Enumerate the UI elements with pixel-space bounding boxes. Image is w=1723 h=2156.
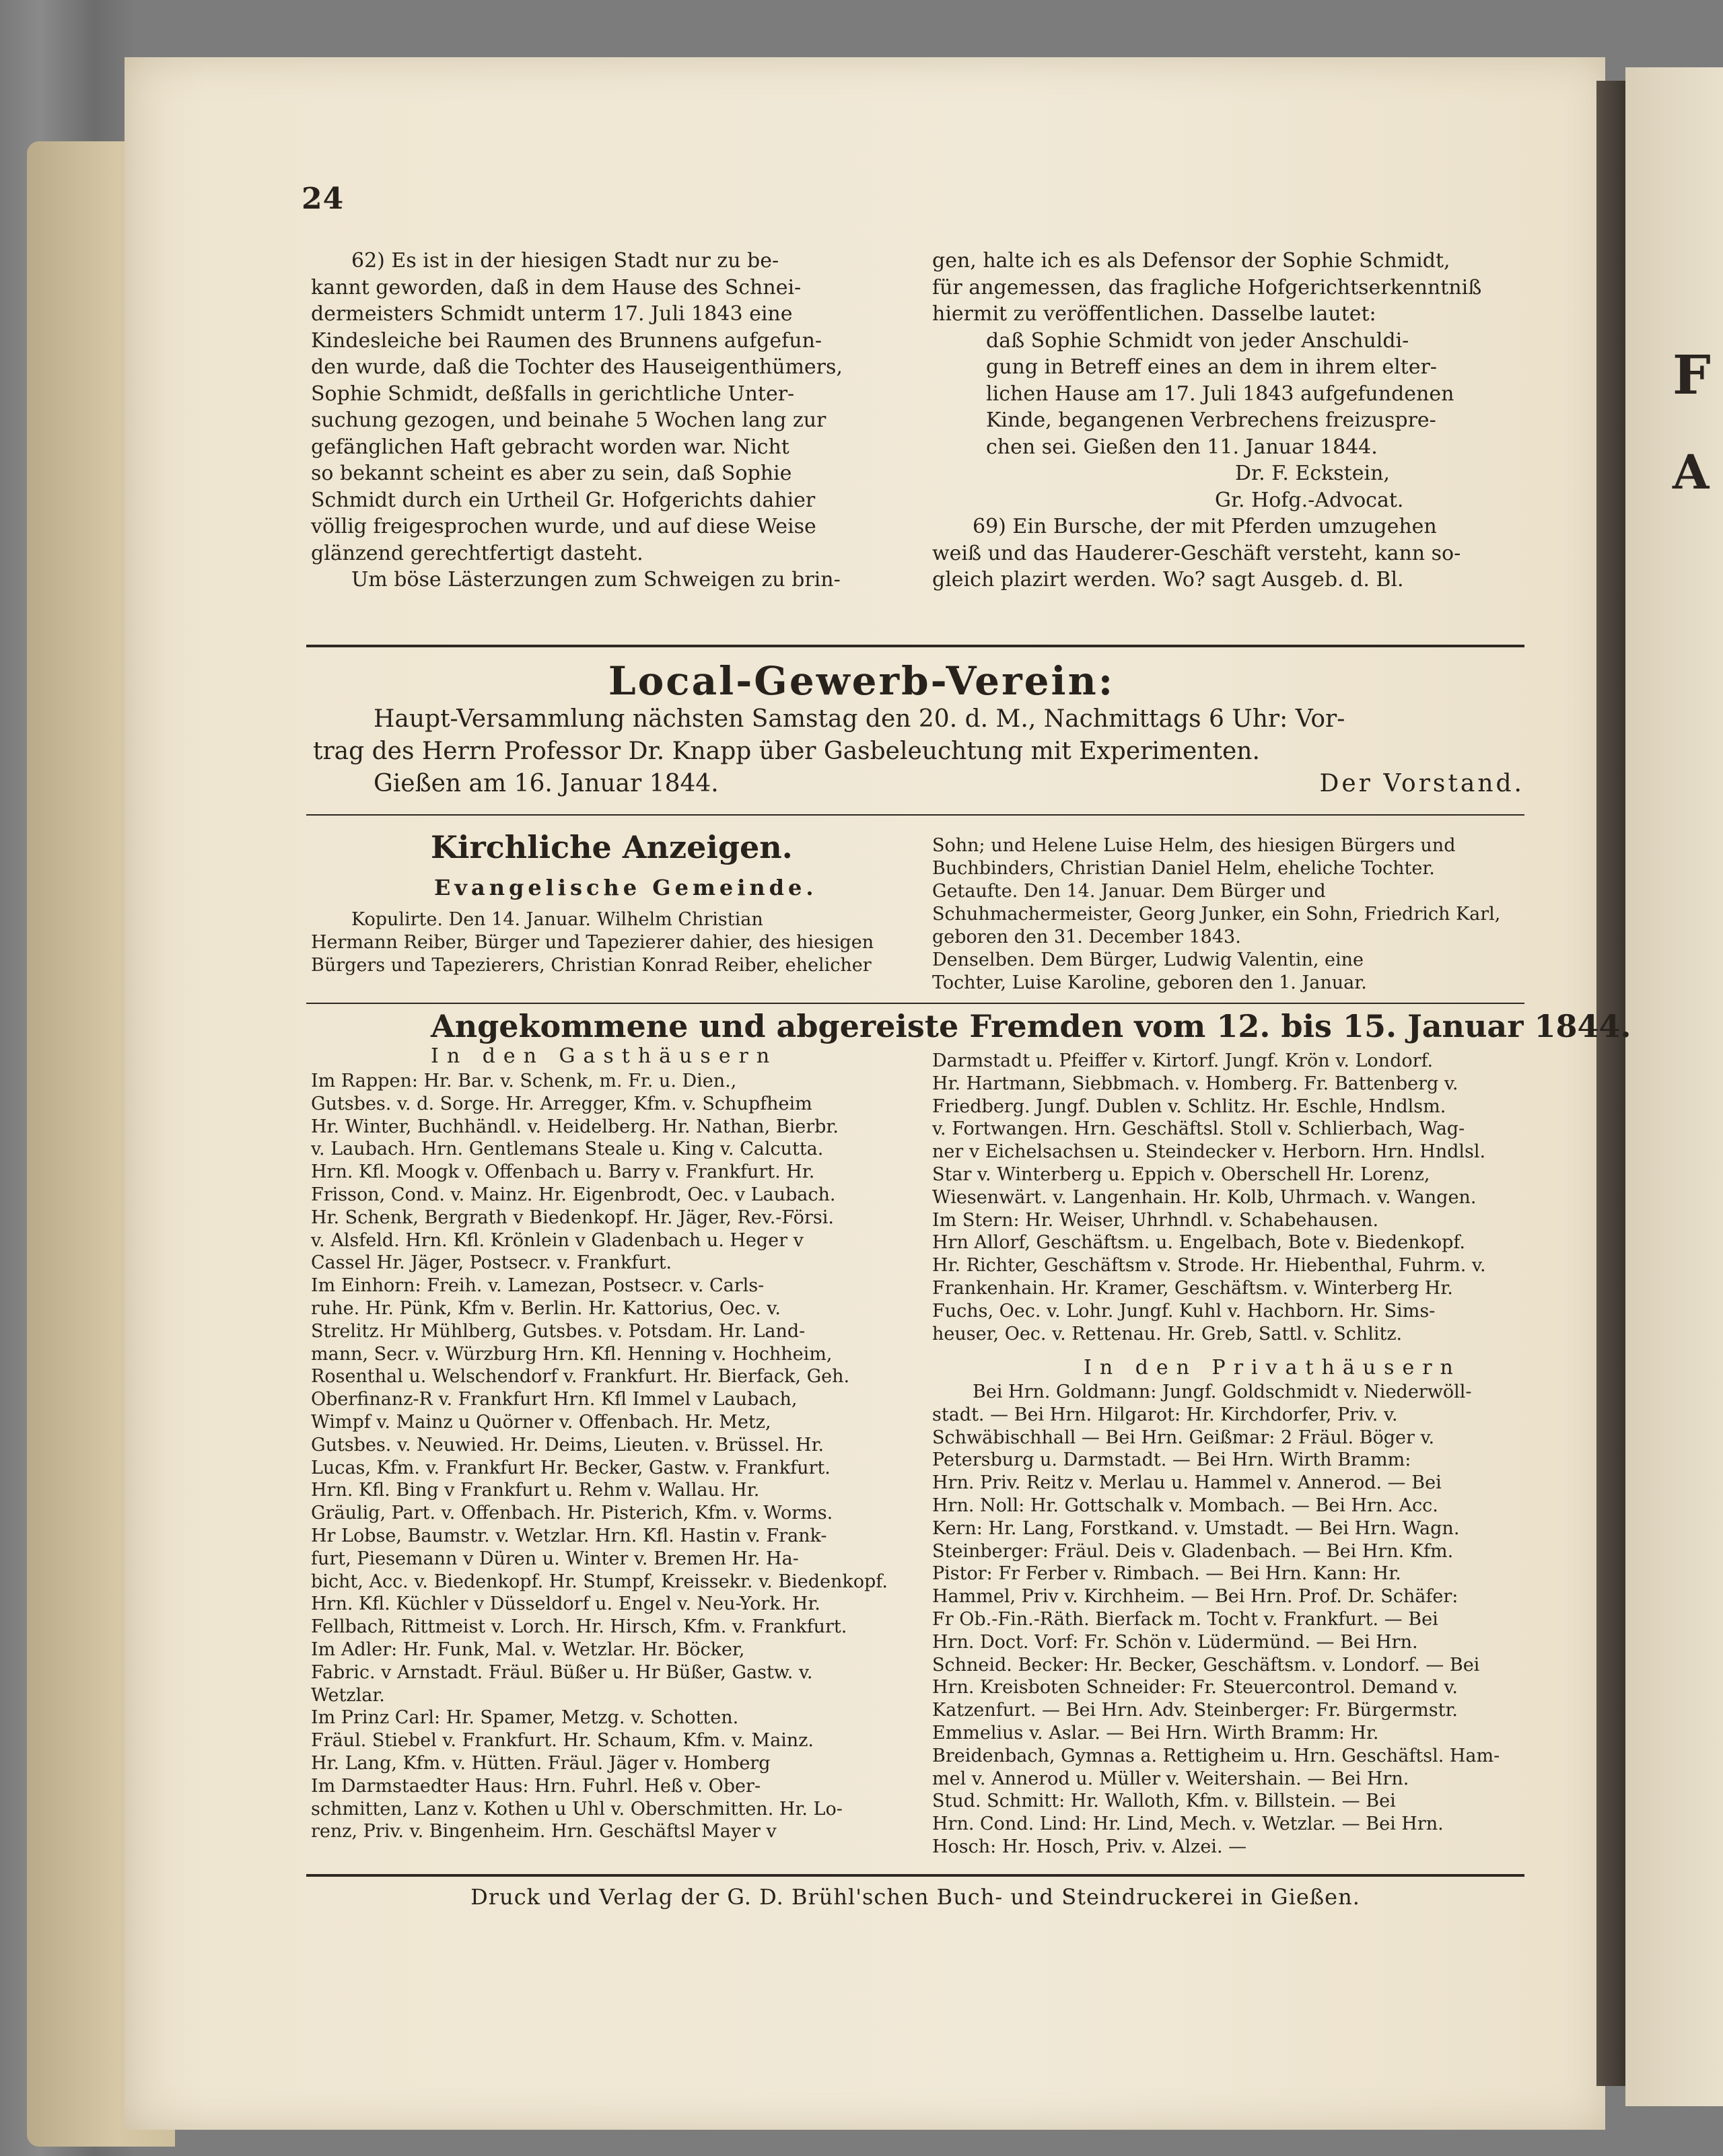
fremden-left-line: Fabric. v Arnstadt. Fräul. Büßer u. Hr Büßer, Gastw. v. (311, 1661, 813, 1683)
fremden-left-line: Im Prinz Carl: Hr. Spamer, Metzg. v. Schotten. (311, 1707, 739, 1729)
kirchliche-right-line: Tochter, Luise Karoline, geboren den 1. Januar. (932, 972, 1367, 993)
fremden-left-line: ruhe. Hr. Pünk, Kfm v. Berlin. Hr. Kattorius, Oec. v. (311, 1297, 781, 1319)
kirchliche-left-line: Bürgers und Tapezierers, Christian Konrad Reiber, ehelicher (311, 955, 872, 976)
fremden-private-line: Schwäbischhall — Bei Hrn. Geißmar: 2 Fräul. Böger v. (932, 1427, 1435, 1448)
divider (306, 814, 1524, 816)
gasthaeuser-heading: In den Gasthäusern (431, 1044, 778, 1068)
fremden-private-line: Breidenbach, Gymnas a. Rettigheim u. Hrn. Geschäftsl. Ham- (932, 1745, 1500, 1766)
notice-62-continued-line: gen, halte ich es als Defensor der Sophie Schmidt, (932, 249, 1450, 273)
fremden-private-line: Hammel, Priv v. Kirchheim. — Bei Hrn. Prof. Dr. Schäfer: (932, 1586, 1458, 1608)
fremden-left-line: schmitten, Lanz v. Kothen u Uhl v. Oberschmitten. Hr. Lo- (311, 1798, 843, 1820)
kirchliche-right-line: Denselben. Dem Bürger, Ludwig Valentin, eine (932, 949, 1364, 970)
fremden-left-line: Strelitz. Hr Mühlberg, Gutsbes. v. Potsdam. Hr. Land- (311, 1320, 806, 1342)
fremden-private-line: Hrn. Doct. Vorf: Fr. Schön v. Lüdermünd. — Bei Hrn. (932, 1631, 1418, 1653)
fremden-left-line: Cassel Hr. Jäger, Postsecr. v. Frankfurt. (311, 1252, 672, 1274)
fremden-left-line: Rosenthal u. Welschendorf v. Frankfurt. Hr. Bierfack, Geh. (311, 1366, 850, 1388)
next-page-edge (1625, 67, 1723, 2106)
fremden-right-line: Star v. Winterberg u. Eppich v. Oberschell Hr. Lorenz, (932, 1163, 1430, 1185)
notice-62-line: dermeisters Schmidt unterm 17. Juli 1843 eine (311, 302, 793, 326)
fremden-private-line: Hrn. Priv. Reitz v. Merlau u. Hammel v. Annerod. — Bei (932, 1472, 1442, 1494)
kirchliche-subtitle: Evangelische Gemeinde. (434, 875, 818, 900)
notice-62-line: Sophie Schmidt, deßfalls in gerichtliche Unter- (311, 382, 795, 406)
kirchliche-right-column (932, 834, 1524, 995)
fremden-private-line: stadt. — Bei Hrn. Hilgarot: Hr. Kirchdorfer, Priv. v. (932, 1404, 1398, 1425)
gewerb-title: Local-Gewerb-Verein: (608, 658, 1115, 704)
kirchliche-left-line: Hermann Reiber, Bürger und Tapezierer dahier, des hiesigen (311, 932, 874, 953)
notice-62-line: gefänglichen Haft gebracht worden war. Nicht (311, 435, 789, 459)
gewerb-announcement (313, 703, 1524, 800)
fremden-private-line: Hrn. Cond. Lind: Hr. Lind, Mech. v. Wetzlar. — Bei Hrn. (932, 1813, 1444, 1835)
privathaeuser-heading: In den Privathäusern (1084, 1356, 1461, 1379)
fremden-left-line: Wetzlar. (311, 1684, 385, 1706)
fremden-left-line: Lucas, Kfm. v. Frankfurt Hr. Becker, Gastw. v. Frankfurt. (311, 1457, 831, 1478)
verdict-line: daß Sophie Schmidt von jeder Anschuldi- (986, 328, 1409, 353)
fremden-left-line: v. Laubach. Hrn. Gentlemans Steale u. King v. Calcutta. (311, 1139, 824, 1160)
signature-line: Dr. F. Eckstein, (1235, 462, 1390, 485)
gewerb-line-2: trag des Herrn Professor Dr. Knapp über Gasbeleuchtung mit Experimenten. (313, 738, 1260, 765)
fremden-private-line: Stud. Schmitt: Hr. Walloth, Kfm. v. Billstein. — Bei (932, 1791, 1396, 1812)
notice-62-line: suchung gezogen, und beinahe 5 Wochen lang zur (311, 408, 827, 432)
fremden-right-line: Frankenhain. Hr. Kramer, Geschäftsm. v. Winterberg Hr. (932, 1277, 1453, 1299)
notice-69-line: gleich plazirt werden. Wo? sagt Ausgeb. d. Bl. (932, 568, 1404, 591)
gewerb-line-1: Haupt-Versammlung nächsten Samstag den 20. d. M., Nachmittags 6 Uhr: Vor- (374, 705, 1345, 733)
fremden-left-line: Fellbach, Rittmeist v. Lorch. Hr. Hirsch, Kfm. v. Frankfurt. (311, 1616, 847, 1638)
fremden-right-line: Im Stern: Hr. Weiser, Uhrhndl. v. Schabehausen. (932, 1209, 1379, 1231)
fremden-left-line: bicht, Acc. v. Biedenkopf. Hr. Stumpf, Kreissekr. v. Biedenkopf. (311, 1571, 888, 1592)
fremden-private-line: Bei Hrn. Goldmann: Jungf. Goldschmidt v. Niederwöll- (973, 1381, 1472, 1402)
fremden-left-line: furt, Piesemann v Düren u. Winter v. Bremen Hr. Ha- (311, 1548, 799, 1569)
fremden-right-line: Darmstadt u. Pfeiffer v. Kirtorf. Jungf. Krön v. Londorf. (932, 1050, 1434, 1071)
kirchliche-right-line: Schuhmachermeister, Georg Junker, ein Sohn, Friedrich Karl, (932, 904, 1501, 925)
fremden-left-line: Im Darmstaedter Haus: Hrn. Fuhrl. Heß v. Ober- (311, 1775, 761, 1797)
notice-62-line: kannt geworden, daß in dem Hause des Schnei- (311, 275, 802, 299)
notice-62-column (311, 248, 903, 594)
notice-62-continued-line: für angemessen, das fragliche Hofgerichtserkenntniß (932, 275, 1482, 299)
gewerb-signed: Der Vorstand. (1319, 770, 1524, 797)
fremden-left-line: Hrn. Kfl. Bing v Frankfurt u. Rehm v. Wallau. Hr. (311, 1480, 760, 1501)
notice-69-line: weiß und das Hauderer-Geschäft versteht, kann so- (932, 541, 1461, 565)
fremden-left-line: Hrn. Kfl. Moogk v. Offenbach u. Barry v. Frankfurt. Hr. (311, 1161, 815, 1183)
fremden-left-line: Hrn. Kfl. Küchler v Düsseldorf u. Engel v. Neu-York. Hr. (311, 1593, 820, 1615)
printer-imprint: Druck und Verlag der G. D. Brühl'schen Buch- und Steindruckerei in Gießen. (470, 1884, 1360, 1910)
fremden-left-line: Hr Lobse, Baumstr. v. Wetzlar. Hrn. Kfl. Hastin v. Frank- (311, 1525, 827, 1546)
kirchliche-title: Kirchliche Anzeigen. (431, 829, 793, 865)
kirchliche-right-line: geboren den 31. December 1843. (932, 927, 1241, 947)
fremden-left-line: Im Adler: Hr. Funk, Mal. v. Wetzlar. Hr. Böcker, (311, 1639, 745, 1660)
fremden-right-line: v. Fortwangen. Hrn. Geschäftsl. Stoll v. Schlierbach, Wag- (932, 1118, 1465, 1140)
gewerb-line-3: Gießen am 16. Januar 1844. (374, 770, 719, 797)
fremden-left-line: renz, Priv. v. Bingenheim. Hrn. Geschäftsl Mayer v (311, 1821, 777, 1842)
fremden-private-line: Kern: Hr. Lang, Forstkand. v. Umstadt. — Bei Hrn. Wagn. (932, 1517, 1460, 1539)
verdict-line: gung in Betreff eines an dem in ihrem elter- (986, 355, 1437, 379)
fremden-left-line: mann, Secr. v. Würzburg Hrn. Kfl. Henning v. Hochheim, (311, 1343, 833, 1365)
notice-62-line: so bekannt scheint es aber zu sein, daß Sophie (311, 462, 792, 485)
next-page-fragment: A (1673, 444, 1710, 500)
notice-62-continued-column (932, 248, 1524, 594)
notice-62-line: Schmidt durch ein Urtheil Gr. Hofgerichts dahier (311, 488, 816, 512)
fremden-right-line: Fuchs, Oec. v. Lohr. Jungf. Kuhl v. Hachborn. Hr. Sims- (932, 1300, 1436, 1322)
fremden-left-line: Frisson, Cond. v. Mainz. Hr. Eigenbrodt, Oec. v Laubach. (311, 1184, 836, 1205)
divider (306, 1874, 1524, 1877)
fremden-left-line: Hr. Lang, Kfm. v. Hütten. Fräul. Jäger v. Homberg (311, 1752, 771, 1774)
notice-62-line: 62) Es ist in der hiesigen Stadt nur zu be- (351, 249, 779, 273)
fremden-right-line: ner v Eichelsachsen u. Steindecker v. Herborn. Hrn. Hndlsl. (932, 1141, 1486, 1163)
verdict-line: chen sei. Gießen den 11. Januar 1844. (986, 435, 1378, 459)
fremden-private-line: Hrn. Noll: Hr. Gottschalk v. Mombach. — Bei Hrn. Acc. (932, 1495, 1438, 1516)
kirchliche-right-line: Buchbinders, Christian Daniel Helm, eheliche Tochter. (932, 858, 1435, 879)
notice-62-continued-line: hiermit zu veröffentlichen. Dasselbe lautet: (932, 302, 1376, 326)
fremden-private-line: Steinberger: Fräul. Deis v. Gladenbach. — Bei Hrn. Kfm. (932, 1540, 1454, 1562)
verdict-line: Kinde, begangenen Verbrechens freizusprе- (986, 408, 1436, 432)
divider (306, 1003, 1524, 1004)
verdict-line: lichen Hause am 17. Juli 1843 aufgefundenen (986, 382, 1454, 406)
fremden-left-line: v. Alsfeld. Hrn. Kfl. Krönlein v Gladenbach u. Heger v (311, 1229, 804, 1251)
fremden-private-line: Schneid. Becker: Hr. Becker, Geschäftsm. v. Londorf. — Bei (932, 1654, 1480, 1676)
fremden-private-line: Emmelius v. Aslar. — Bei Hrn. Wirth Bramm: Hr. (932, 1722, 1379, 1744)
kirchliche-right-line: Sohn; und Helene Luise Helm, des hiesigen Bürgers und (932, 835, 1456, 856)
fremden-right-line: heuser, Oec. v. Rettenau. Hr. Greb, Sattl. v. Schlitz. (932, 1323, 1403, 1344)
notice-62-line: glänzend gerechtfertigt dasteht. (311, 541, 643, 565)
fremden-right-line: Wiesenwärt. v. Langenhain. Hr. Kolb, Uhrmach. v. Wangen. (932, 1186, 1477, 1208)
fremden-left-line: Hr. Winter, Buchhändl. v. Heidelberg. Hr. Nathan, Bierbr. (311, 1116, 839, 1137)
fremden-left-line: Im Rappen: Hr. Bar. v. Schenk, m. Fr. u. Dien., (311, 1071, 737, 1091)
fremden-title: Angekommene und abgereiste Fremden vom 12. bis 15. Januar 1844. (431, 1008, 1631, 1044)
fremden-left-line: Gräulig, Part. v. Offenbach. Hr. Pisterich, Kfm. v. Worms. (311, 1503, 833, 1524)
kirchliche-left-line: Kopulirte. Den 14. Januar. Wilhelm Christian (351, 909, 763, 930)
fremden-left-line: Gutsbes. v. Neuwied. Hr. Deims, Lieuten. v. Brüssel. Hr. (311, 1434, 824, 1456)
fremden-private-column (932, 1381, 1524, 1859)
notice-62-line: Kindesleiche bei Raumen des Brunnens aufgefun- (311, 328, 822, 353)
page-number: 24 (302, 182, 345, 216)
notice-69-line: 69) Ein Bursche, der mit Pferden umzugehen (973, 515, 1437, 538)
fremden-private-line: Hosch: Hr. Hosch, Priv. v. Alzei. — (932, 1836, 1247, 1857)
kirchliche-right-line: Getaufte. Den 14. Januar. Dem Bürger und (932, 881, 1326, 902)
fremden-right-line: Hrn Allorf, Geschäftsm. u. Engelbach, Bote v. Biedenkopf. (932, 1232, 1465, 1254)
fremden-private-line: mel v. Annerod u. Müller v. Weitershain. — Bei Hrn. (932, 1768, 1409, 1789)
fremden-right-line: Friedberg. Jungf. Dublen v. Schlitz. Hr. Eschle, Hndlsm. (932, 1095, 1446, 1117)
signature-line: Gr. Hofg.-Advocat. (1215, 488, 1404, 512)
fremden-right-line: Hr. Richter, Geschäftsm v. Strode. Hr. Hiebenthal, Fuhrm. v. (932, 1255, 1486, 1277)
fremden-private-line: Katzenfurt. — Bei Hrn. Adv. Steinberger: Fr. Bürgermstr. (932, 1700, 1458, 1721)
fremden-right-column (932, 1050, 1524, 1345)
fremden-left-line: Im Einhorn: Freih. v. Lamezan, Postsecr. v. Carls- (311, 1275, 765, 1297)
next-page-fragment: F (1673, 343, 1711, 406)
fremden-left-line: Hr. Schenk, Bergrath v Biedenkopf. Hr. Jäger, Rev.-Försi. (311, 1207, 834, 1228)
fremden-private-line: Petersburg u. Darmstadt. — Bei Hrn. Wirth Bramm: (932, 1449, 1411, 1471)
notice-62-line: Um böse Lästerzungen zum Schweigen zu brin- (351, 568, 841, 591)
fremden-left-line: Wimpf v. Mainz u Quörner v. Offenbach. Hr. Metz, (311, 1411, 771, 1433)
fremden-left-line: Fräul. Stiebel v. Frankfurt. Hr. Schaum, Kfm. v. Mainz. (311, 1730, 814, 1752)
divider (306, 645, 1524, 647)
fremden-private-line: Fr Ob.-Fin.-Räth. Bierfack m. Tocht v. Frankfurt. — Bei (932, 1608, 1438, 1630)
fremden-private-line: Pistor: Fr Ferber v. Rimbach. — Bei Hrn. Kann: Hr. (932, 1563, 1401, 1585)
notice-62-line: völlig freigesprochen wurde, und auf diese Weise (311, 515, 816, 538)
fremden-left-line: Gutsbes. v. d. Sorge. Hr. Arregger, Kfm. v. Schupfheim (311, 1093, 812, 1114)
fremden-right-line: Hr. Hartmann, Siebbmach. v. Homberg. Fr. Battenberg v. (932, 1073, 1458, 1094)
fremden-left-line: Oberfinanz-R v. Frankfurt Hrn. Kfl Immel v Laubach, (311, 1389, 798, 1410)
fremden-private-line: Hrn. Kreisboten Schneider: Fr. Steuercontrol. Demand v. (932, 1677, 1458, 1698)
kirchliche-left-column (311, 908, 903, 977)
notice-62-line: den wurde, daß die Tochter des Hauseigenthümers, (311, 355, 843, 379)
fremden-left-column (311, 1070, 903, 1843)
